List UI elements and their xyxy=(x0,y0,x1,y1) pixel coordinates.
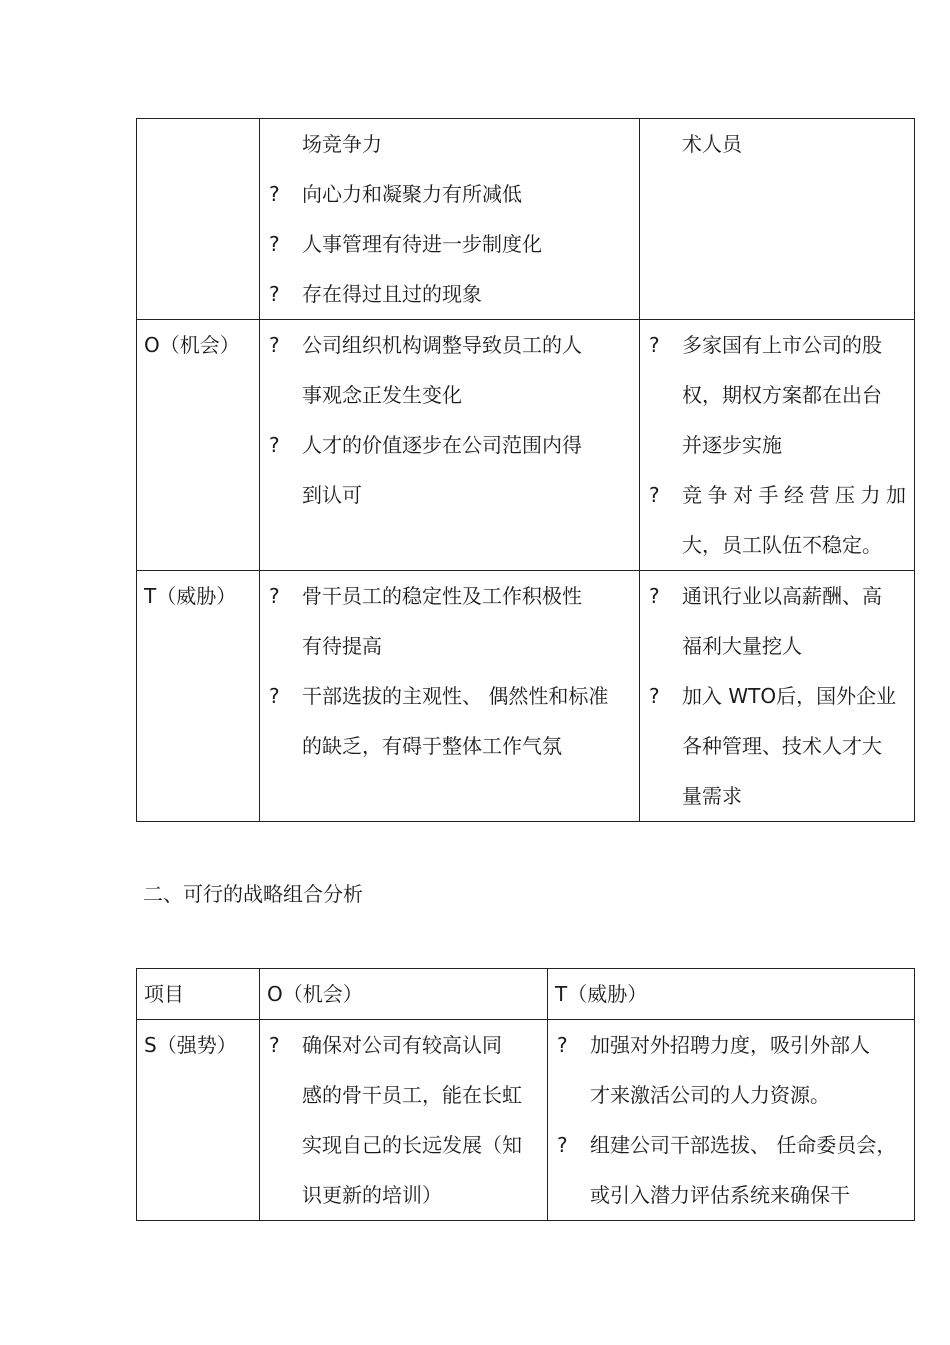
table-cell xyxy=(260,1020,548,1221)
table-cell xyxy=(640,119,915,320)
bullet-marker: ? xyxy=(649,483,660,507)
bullet-marker: ? xyxy=(269,584,280,608)
row-label-cell xyxy=(137,571,260,822)
row-label-cell xyxy=(137,1020,260,1221)
table-cell xyxy=(640,571,915,822)
text-line: 术人员 xyxy=(682,132,742,156)
header-label: T（威胁） xyxy=(555,982,648,1006)
section-heading: 二、可行的战略组合分析 xyxy=(143,882,363,906)
text-line: 有待提高 xyxy=(302,634,382,658)
row-label-cell xyxy=(137,320,260,571)
bullet-marker: ? xyxy=(269,232,280,256)
row-label-cell xyxy=(137,119,260,320)
text-line: 识更新的培训） xyxy=(302,1183,442,1207)
text-line: 竞争对手经营压力加 xyxy=(682,483,906,507)
text-line: 或引入潜力评估系统来确保干 xyxy=(590,1183,850,1207)
table-row xyxy=(137,1020,915,1221)
text-line: 人事管理有待进一步制度化 xyxy=(302,232,542,256)
bullet-marker: ? xyxy=(269,433,280,457)
row-label: O（机会） xyxy=(144,333,240,357)
text-line: 大，员工队伍不稳定。 xyxy=(682,533,882,557)
text-line: 确保对公司有较高认同 xyxy=(302,1033,502,1057)
row-label: S（强势） xyxy=(144,1033,237,1057)
bullet-marker: ? xyxy=(649,584,660,608)
text-line: 的缺乏，有碍于整体工作气氛 xyxy=(302,734,562,758)
table-header-row xyxy=(137,969,915,1020)
text-line: 各种管理、技术人才大 xyxy=(682,734,882,758)
bullet-marker: ? xyxy=(557,1033,568,1057)
bullet-marker: ? xyxy=(557,1133,568,1157)
text-line: 通讯行业以高薪酬、高 xyxy=(682,584,882,608)
bullet-marker: ? xyxy=(269,282,280,306)
table-cell xyxy=(260,119,640,320)
table-row xyxy=(137,119,915,320)
text-line: 人才的价值逐步在公司范围内得 xyxy=(302,433,582,457)
text-line: 向心力和凝聚力有所减低 xyxy=(302,182,522,206)
row-label: T（威胁） xyxy=(144,584,237,608)
bullet-marker: ? xyxy=(269,1033,280,1057)
text-line: 实现自己的长远发展（知 xyxy=(302,1133,522,1157)
text-line: 权，期权方案都在出台 xyxy=(682,383,882,407)
table-row xyxy=(137,320,915,571)
bullet-marker: ? xyxy=(649,684,660,708)
text-line: 公司组织机构调整导致员工的人 xyxy=(302,333,582,357)
text-line: 加入 WTO后，国外企业 xyxy=(682,684,897,708)
text-line: 多家国有上市公司的股 xyxy=(682,333,882,357)
text-line: 骨干员工的稳定性及工作积极性 xyxy=(302,584,582,608)
text-line: 组建公司干部选拔、 任命委员会， xyxy=(590,1133,897,1157)
table-cell xyxy=(548,1020,915,1221)
table-cell xyxy=(260,571,640,822)
bullet-marker: ? xyxy=(649,333,660,357)
bullet-marker: ? xyxy=(269,333,280,357)
text-line: 事观念正发生变化 xyxy=(302,383,462,407)
table-row xyxy=(137,571,915,822)
text-line: 加强对外招聘力度，吸引外部人 xyxy=(590,1033,870,1057)
column-header xyxy=(548,969,915,1020)
table-cell xyxy=(260,320,640,571)
header-label: 项目 xyxy=(144,982,184,1006)
table-cell xyxy=(640,320,915,571)
text-line: 存在得过且过的现象 xyxy=(302,282,482,306)
header-label: O（机会） xyxy=(267,982,363,1006)
text-line: 量需求 xyxy=(682,784,742,808)
column-header xyxy=(137,969,260,1020)
bullet-marker: ? xyxy=(269,182,280,206)
text-line: 福利大量挖人 xyxy=(682,634,802,658)
row-label xyxy=(137,119,259,169)
text-line: 场竞争力 xyxy=(302,132,382,156)
text-line: 才来激活公司的人力资源。 xyxy=(590,1083,830,1107)
bullet-marker: ? xyxy=(269,684,280,708)
text-line: 到认可 xyxy=(302,483,362,507)
text-line: 并逐步实施 xyxy=(682,433,782,457)
text-line: 干部选拔的主观性、 偶然性和标准 xyxy=(302,684,609,708)
strategy-table xyxy=(136,968,915,1221)
column-header xyxy=(260,969,548,1020)
swot-table xyxy=(136,118,915,822)
text-line: 感的骨干员工，能在长虹 xyxy=(302,1083,522,1107)
